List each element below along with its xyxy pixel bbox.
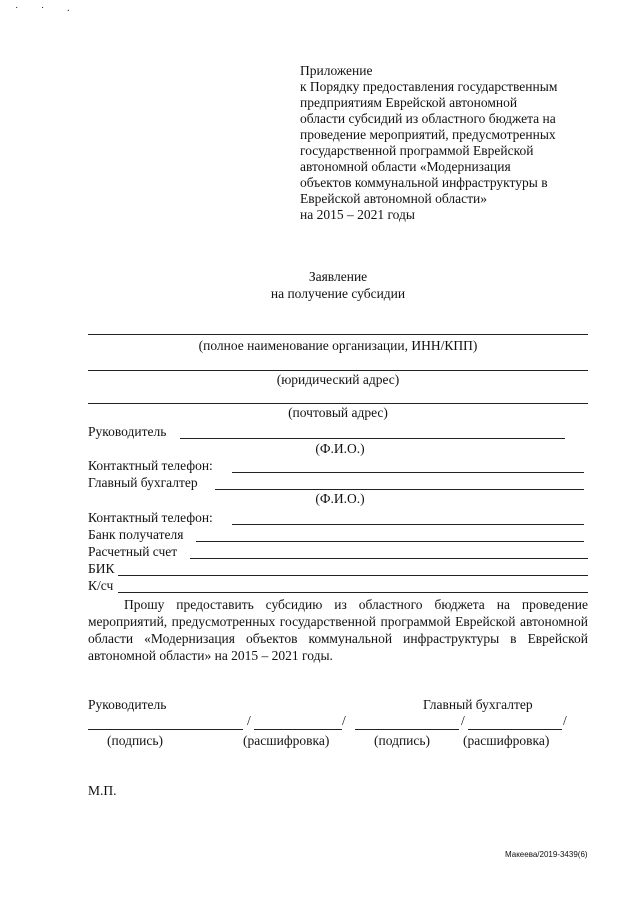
accountant-decode-field[interactable] bbox=[468, 729, 562, 730]
director-phone-label: Контактный телефон: bbox=[88, 458, 213, 473]
account-label: Расчетный счет bbox=[88, 544, 178, 559]
appendix-line: Еврейской автономной области» bbox=[300, 191, 488, 206]
accountant-caption: (Ф.И.О.) bbox=[315, 491, 365, 506]
accountant-label: Главный бухгалтер bbox=[88, 475, 198, 490]
appendix-line: автономной области «Модернизация bbox=[300, 159, 511, 174]
seal-label: М.П. bbox=[88, 783, 117, 798]
account-field[interactable] bbox=[190, 558, 588, 559]
bank-label: Банк получателя bbox=[88, 527, 184, 542]
legal-address-caption: (юридический адрес) bbox=[276, 372, 400, 387]
slash: / bbox=[342, 713, 346, 728]
org-name-field[interactable] bbox=[88, 334, 588, 335]
slash: / bbox=[563, 713, 567, 728]
legal-address-field[interactable] bbox=[88, 370, 588, 371]
appendix-line: на 2015 – 2021 годы bbox=[300, 207, 415, 222]
director-phone-field[interactable] bbox=[232, 472, 584, 473]
appendix-line: к Порядку предоставления государственным bbox=[300, 79, 558, 94]
appendix-header bbox=[300, 63, 600, 223]
director-name-field[interactable] bbox=[180, 438, 565, 439]
document-stamp: Макеева/2019-3439(6) bbox=[505, 850, 588, 859]
org-name-caption: (полное наименование организации, ИНН/КПП) bbox=[198, 338, 478, 353]
scan-specks: ˙ ˙ · bbox=[15, 6, 80, 17]
corr-account-label: К/сч bbox=[88, 578, 114, 593]
accountant-signature-field[interactable] bbox=[355, 729, 459, 730]
postal-address-caption: (почтовый адрес) bbox=[288, 405, 388, 420]
director-signature-field[interactable] bbox=[88, 729, 243, 730]
director-label: Руководитель bbox=[88, 424, 167, 439]
bik-label: БИК bbox=[88, 561, 115, 576]
sign-director-label: Руководитель bbox=[88, 697, 167, 712]
accountant-decode-caption: (расшифровка) bbox=[463, 733, 550, 748]
appendix-line: области субсидий из областного бюджета на bbox=[300, 111, 556, 126]
document-subtitle: на получение субсидии bbox=[270, 286, 406, 301]
sign-accountant-label: Главный бухгалтер bbox=[423, 697, 533, 712]
appendix-line: предприятиям Еврейской автономной bbox=[300, 95, 518, 110]
director-decode-caption: (расшифровка) bbox=[243, 733, 330, 748]
bank-field[interactable] bbox=[196, 541, 584, 542]
director-decode-field[interactable] bbox=[254, 729, 342, 730]
document-title: Заявление bbox=[308, 269, 368, 284]
slash: / bbox=[247, 713, 251, 728]
appendix-line: Приложение bbox=[300, 63, 373, 78]
director-caption: (Ф.И.О.) bbox=[315, 441, 365, 456]
postal-address-field[interactable] bbox=[88, 403, 588, 404]
slash: / bbox=[461, 713, 465, 728]
bik-field[interactable] bbox=[118, 575, 588, 576]
accountant-name-field[interactable] bbox=[215, 489, 584, 490]
appendix-line: проведение мероприятий, предусмотренных bbox=[300, 127, 556, 142]
accountant-signature-caption: (подпись) bbox=[374, 733, 431, 748]
accountant-phone-label: Контактный телефон: bbox=[88, 510, 213, 525]
request-paragraph: Прошу предоставить субсидию из областного бюджета на проведение мероприятий, предусмотренных государственной программой Еврейской автономной области «Модернизация объектов коммунальной инфраструктуры в Еврейской автономной области» на 2015 – 2021 годы. bbox=[88, 597, 588, 663]
corr-account-field[interactable] bbox=[118, 592, 588, 593]
director-signature-caption: (подпись) bbox=[107, 733, 164, 748]
accountant-phone-field[interactable] bbox=[232, 524, 584, 525]
appendix-line: государственной программой Еврейской bbox=[300, 143, 534, 158]
appendix-line: объектов коммунальной инфраструктуры в bbox=[300, 175, 548, 190]
